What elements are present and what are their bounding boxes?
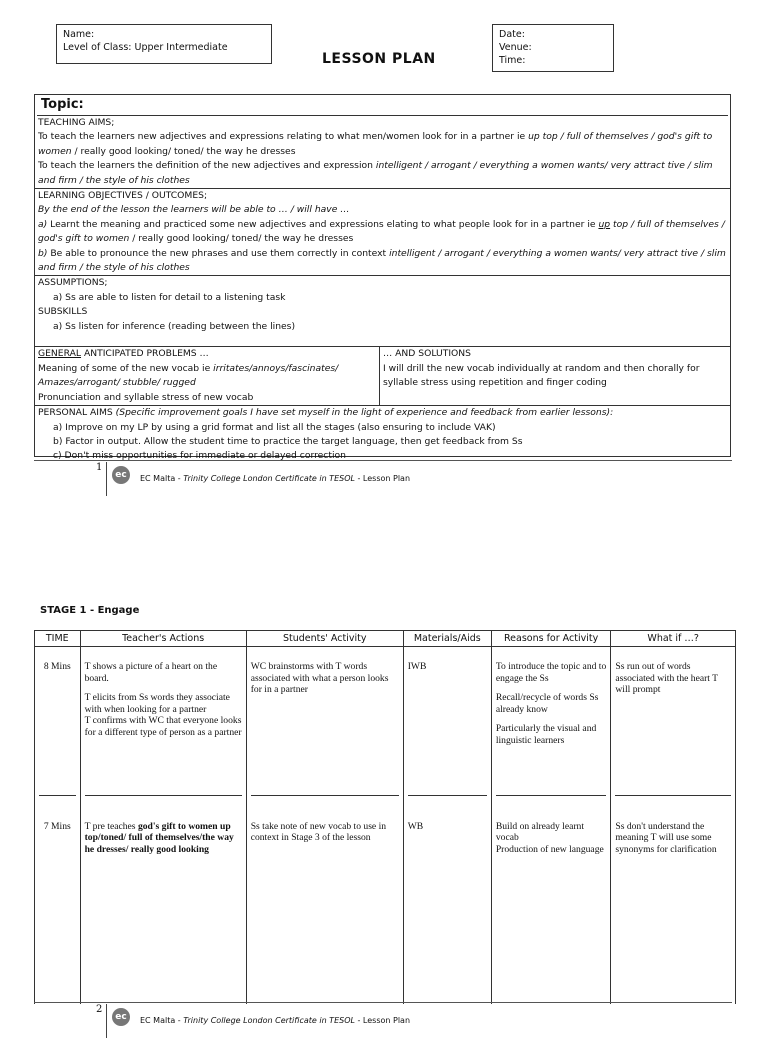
- subskills-heading: SUBSKILLS: [38, 306, 88, 318]
- time-label: Time:: [499, 55, 526, 66]
- problems-solutions-grid: [35, 347, 730, 406]
- solution-1: I will drill the new vocab individually at random and then chorally for syllable stress using repetition and finger coding: [383, 362, 700, 389]
- problem-1-italic: irritates/annoys/fascinates/ Amazes/arrogant/ stubble/ rugged: [38, 362, 339, 389]
- subskill-a: a) Ss listen for inference (reading between the lines): [53, 320, 296, 332]
- teaching-aim-1-tail: / really good looking/ toned/ the way he dresses: [71, 145, 296, 157]
- page-title: LESSON PLAN: [322, 51, 436, 67]
- footer-divider-2: [106, 1004, 107, 1038]
- footer-text-1: [140, 474, 410, 483]
- footer-org-2: EC Malta -: [140, 1016, 184, 1025]
- problems-heading-general: GENERAL: [38, 348, 82, 360]
- row2-students-activity: Ss take note of new vocab to use in context in Stage 3 of the lesson: [250, 820, 387, 843]
- col-what-if: What if …?: [611, 631, 736, 647]
- teaching-aim-1: [35, 130, 730, 159]
- teaching-aim-1-italic: up top / full of themselves / god's gift to women: [38, 131, 713, 157]
- problem-1: [38, 362, 376, 391]
- row2-reasons: [492, 803, 611, 856]
- row1-teacher-2: T elicits from Ss words they associate with when looking for a partner: [84, 692, 230, 715]
- problems-heading-rest: ANTICIPATED PROBLEMS …: [81, 348, 209, 360]
- footer-divider-1: [106, 462, 107, 496]
- objective-b-italic: intelligent / arrogant / everything a women wants/ very attract tive / slim and firm / the style of his clothes: [38, 247, 726, 274]
- objectives-heading: LEARNING OBJECTIVES / OUTCOMES;: [38, 190, 208, 202]
- row1-reasons-3: Particularly the visual and linguistic learners: [495, 723, 597, 746]
- stage-table: [34, 630, 736, 1004]
- footer-course-2: Trinity College London Certificate in TESOL: [183, 1016, 355, 1025]
- problems-heading: [38, 347, 376, 361]
- footer-doc-1: - Lesson Plan: [354, 474, 411, 483]
- row2-teacher-vocab: god's gift to women up top/toned/ full of themselves/the way he dresses/ really good looking: [84, 820, 234, 855]
- row1-teacher-3: T confirms with WC that everyone looks for a different type of person as a partner: [84, 715, 242, 738]
- objective-b-text: Be able to pronounce the new phrases and use them correctly in context: [47, 247, 390, 259]
- teaching-aims-heading: TEACHING AIMS;: [38, 117, 115, 128]
- objective-a-underlined: up: [598, 218, 611, 230]
- assumption-a: a) Ss are able to listen for detail to a listening task: [53, 291, 286, 303]
- row1-what-if: Ss run out of words associated with the heart T will prompt: [615, 661, 718, 695]
- footer-course-1: Trinity College London Certificate in TESOL: [183, 474, 355, 483]
- row1-materials: IWB: [407, 661, 427, 672]
- row2-materials: WB: [407, 820, 424, 832]
- row2-time: 7 Mins: [43, 820, 71, 832]
- venue-label: Venue:: [499, 42, 532, 53]
- teaching-aim-2: [35, 159, 730, 188]
- row2-teacher-text: T pre teaches: [84, 820, 138, 832]
- personal-aims-note: (Specific improvement goals I have set myself in the light of experience and feedback from earlier lessons):: [112, 407, 614, 419]
- problem-2: Pronunciation and syllable stress of new vocab: [38, 391, 254, 403]
- plan-box: [34, 94, 731, 462]
- row2-what-if: Ss don't understand the meaning T will use some synonyms for clarification: [615, 820, 717, 855]
- footer-rule-2: [34, 1002, 732, 1003]
- personal-aim-c: c) Don't miss opportunities for immediate or delayed correction: [53, 450, 346, 462]
- solutions-heading: … AND SOLUTIONS: [383, 348, 471, 360]
- name-label: Name:: [63, 29, 95, 40]
- objective-b: [35, 247, 730, 276]
- assumptions-section: [35, 276, 730, 347]
- date-label: Date:: [499, 29, 525, 40]
- table-row: [35, 647, 736, 795]
- row2-reasons-1: Build on already learnt vocab: [495, 820, 585, 843]
- assumptions-heading: ASSUMPTIONS;: [38, 277, 108, 289]
- ec-logo-icon: ec: [112, 1008, 130, 1026]
- personal-aims-heading: PERSONAL AIMS: [38, 407, 113, 419]
- objective-a-prefix: a): [38, 218, 48, 230]
- footer-rule-1: [34, 460, 732, 461]
- teaching-aims-section: [35, 116, 730, 189]
- row2-teacher-actions: [81, 803, 246, 856]
- teaching-aim-2-italic: intelligent / arrogant / everything a women wants/ very attract tive / slim and firm / the style of his clothes: [38, 160, 713, 186]
- row1-reasons-2: Recall/recycle of words Ss already know: [495, 692, 599, 715]
- personal-aims-section: [35, 406, 730, 464]
- row1-reasons: [492, 647, 611, 746]
- col-reasons: Reasons for Activity: [491, 631, 611, 647]
- footer-doc-2: - Lesson Plan: [354, 1016, 411, 1025]
- stage-table-header: [35, 631, 736, 647]
- objective-a: [35, 218, 730, 247]
- col-materials: Materials/Aids: [403, 631, 491, 647]
- personal-aim-a: a) Improve on my LP by using a grid format and list all the stages (also ensuring to include VAK): [53, 421, 496, 433]
- page-number-2: 2: [96, 1004, 103, 1015]
- level-label: Level of Class: Upper Intermediate: [63, 42, 228, 53]
- ec-logo-icon: ec: [112, 466, 130, 484]
- objectives-intro: By the end of the lesson the learners will be able to … / will have …: [38, 204, 350, 216]
- solutions-column: [380, 347, 730, 405]
- row1-students-activity: WC brainstorms with T words associated with what a person looks for in a partner: [250, 661, 389, 695]
- objective-b-prefix: b): [38, 247, 48, 259]
- personal-aim-b: b) Factor in output. Allow the student time to practice the target language, then get feedback from Ss: [53, 435, 523, 447]
- objective-a-tail: / really good looking/ toned/ the way he dresses: [129, 233, 354, 245]
- row1-teacher-1: T shows a picture of a heart on the board.: [84, 661, 218, 684]
- row-separator: [35, 795, 736, 803]
- page-number-1: 1: [96, 462, 103, 473]
- row1-teacher-actions: [81, 647, 246, 738]
- col-teacher-actions: Teacher's Actions: [80, 631, 246, 647]
- objectives-section: [35, 189, 730, 276]
- footer-org-1: EC Malta -: [140, 474, 184, 483]
- table-row: [35, 803, 736, 1004]
- stage-title: STAGE 1 - Engage: [40, 605, 140, 616]
- problems-column: [35, 347, 380, 405]
- problem-1-text: Meaning of some of the new vocab ie: [38, 362, 214, 374]
- objective-a-italic: top / full of themselves / god's gift to women: [38, 218, 725, 245]
- date-venue-time-box: [492, 24, 614, 72]
- row1-reasons-1: To introduce the topic and to engage the Ss: [495, 661, 607, 684]
- col-students-activity: Students' Activity: [246, 631, 403, 647]
- teaching-aim-2-text: To teach the learners the definition of the new adjectives and expression: [38, 160, 376, 172]
- personal-aims-line: [35, 406, 730, 420]
- row1-time: 8 Mins: [43, 661, 71, 672]
- objective-a-text: Learnt the meaning and practiced some new adjectives and expressions elating to what people look for in a partner ie: [47, 218, 599, 230]
- teaching-aim-1-text: To teach the learners new adjectives and expressions relating to what men/women look for in a partner ie: [38, 131, 529, 143]
- topic-label: Topic:: [37, 95, 728, 116]
- row2-reasons-2: Production of new language: [495, 843, 604, 855]
- name-level-box: [56, 24, 272, 64]
- col-time: TIME: [35, 631, 81, 647]
